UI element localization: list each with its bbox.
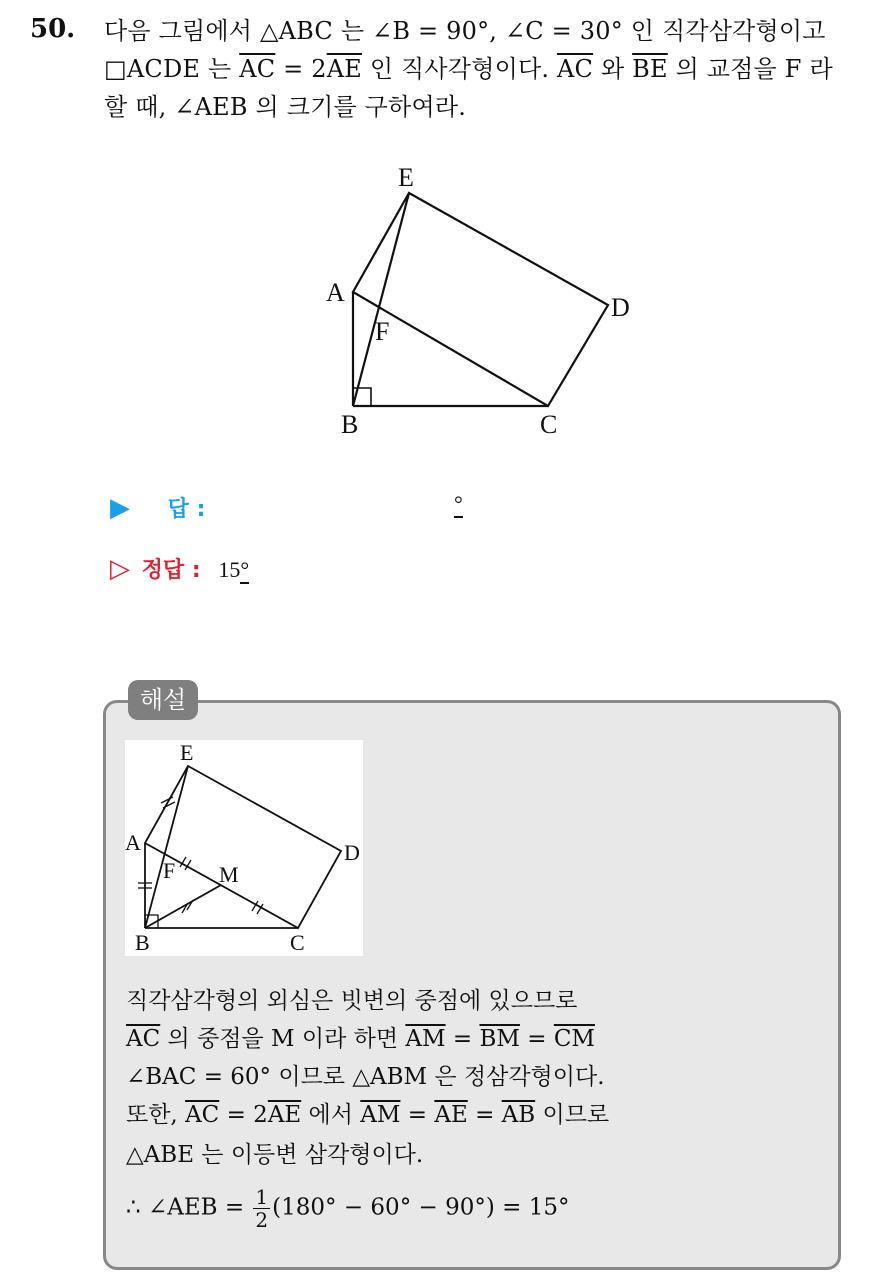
solution-line-1: 직각삼각형의 외심은 빗변의 중점에 있으므로 (126, 988, 578, 1014)
text: □ACDE 는 (104, 55, 240, 83)
problem-figure (320, 160, 650, 445)
problem-line-1: 다음 그림에서 △ABC 는 ∠B = 90°, ∠C = 30° 인 직각삼각형이고 (104, 17, 826, 45)
segment-be (353, 193, 409, 406)
text: = 2 (219, 1102, 268, 1128)
solution-figure (125, 740, 363, 956)
denominator: 2 (255, 1208, 269, 1232)
correct-value: 15 (218, 557, 241, 582)
segment-ac: $\overline{AC}$ (126, 1026, 161, 1052)
label-e: E (398, 163, 414, 192)
label-b: B (341, 410, 359, 439)
sol-label-f: F (163, 858, 176, 883)
segment-ae: $\overline{AE}$ (434, 1102, 468, 1128)
text: 의 중점을 M 이라 하면 (160, 1026, 406, 1052)
problem-line-2 (104, 50, 833, 88)
correct-row (110, 553, 249, 584)
label-c: C (540, 410, 558, 439)
sol-label-e: E (180, 740, 194, 765)
label-f: F (375, 317, 390, 346)
figure-background (125, 740, 363, 956)
sol-label-b: B (135, 930, 150, 955)
rectangle-acde (353, 193, 608, 406)
numerator: 1 (255, 1185, 269, 1209)
text: = (519, 1026, 554, 1052)
solution-line-3: ∠BAC = 60° 이므로 △ABM 은 정삼각형이다. (126, 1064, 605, 1090)
solution-tag: 해설 (128, 680, 198, 720)
segment-be: $\overline{BE}$ (632, 55, 668, 83)
segment-ae: $\overline{AE}$ (267, 1102, 302, 1128)
text: 인 직사각형이다. (362, 55, 558, 83)
text: = (445, 1026, 480, 1052)
solution-line-5: △ABE 는 이등변 삼각형이다. (126, 1142, 424, 1168)
solution-line-2 (126, 1021, 595, 1057)
label-d: D (611, 293, 630, 322)
sol-label-d: D (344, 840, 360, 865)
sol-label-c: C (290, 930, 305, 955)
segment-ac: $\overline{AC}$ (557, 55, 594, 83)
answer-unit: ° (454, 491, 463, 516)
problem-line-3: 할 때, ∠AEB 의 크기를 구하여라. (104, 93, 467, 121)
solution-line-4 (126, 1097, 609, 1133)
correct-label: 정답 : (141, 558, 201, 583)
answer-label: 답 : (167, 497, 206, 522)
text: (180° − 60° − 90°) = 15° (272, 1194, 570, 1221)
segment-cm: $\overline{CM}$ (553, 1026, 595, 1052)
text: = 2 (275, 55, 327, 83)
text: 또한, (126, 1102, 186, 1128)
text: 와 (593, 55, 633, 83)
text: 에서 (301, 1102, 361, 1128)
segment-bm: $\overline{BM}$ (479, 1026, 520, 1052)
fraction-half (253, 1186, 270, 1231)
text: 의 교점을 F 라 (667, 55, 833, 83)
sol-label-m: M (219, 862, 239, 887)
sol-label-a: A (125, 830, 141, 855)
segment-ac: $\overline{AC}$ (239, 55, 276, 83)
correct-unit: ° (240, 557, 250, 582)
arrow-filled-icon: ▶ (110, 493, 130, 523)
answer-blank[interactable] (454, 491, 463, 516)
text: = (467, 1102, 502, 1128)
segment-am: $\overline{AM}$ (405, 1026, 446, 1052)
segment-ae: $\overline{AE}$ (326, 55, 362, 83)
label-a: A (326, 278, 345, 307)
segment-ac: $\overline{AC}$ (185, 1102, 220, 1128)
segment-ab: $\overline{AB}$ (501, 1102, 536, 1128)
arrow-outline-icon: ▷ (110, 554, 130, 584)
text: ∴ ∠AEB = (126, 1194, 252, 1221)
solution-line-6 (126, 1186, 569, 1231)
problem-number: 50. (30, 14, 76, 44)
answer-row (110, 492, 205, 523)
segment-am: $\overline{AM}$ (360, 1102, 401, 1128)
figure-lines (353, 193, 608, 406)
text: 이므로 (535, 1102, 610, 1128)
text: = (400, 1102, 435, 1128)
